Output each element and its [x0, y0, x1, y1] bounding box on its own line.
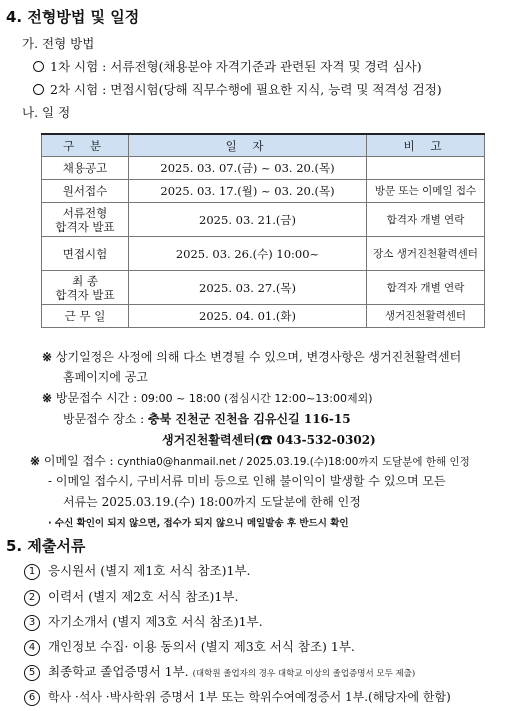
doc-item	[24, 587, 238, 606]
note-schedule-line1: 상기일정은 사정에 의해 다소 변경될 수 있으며, 변경사항은 생거진천활력센터	[55, 350, 462, 364]
row-remarks: 합격자 개별 연락	[367, 271, 485, 305]
table-row	[42, 180, 485, 203]
row-remarks: 합격자 개별 연락	[367, 203, 485, 237]
visit-place-center: 생거진천활력센터(☎ 043-532-0302)	[162, 433, 376, 447]
row-date: 2025. 03. 27.(목)	[129, 271, 367, 305]
doc-item-text: 개인정보 수집· 이용 동의서 (별지 제3호 서식 참조) 1부.	[48, 639, 355, 654]
row-date: 2025. 03. 17.(월) ~ 03. 20.(목)	[129, 180, 367, 203]
row-category: 면접시험	[42, 237, 129, 271]
doc-item-text: 응시원서 (별지 제1호 서식 참조)1부.	[48, 563, 251, 578]
number-circle-icon: 4	[24, 640, 40, 656]
note-schedule-change	[42, 348, 461, 365]
note-visit-time	[42, 389, 373, 406]
row-category-line2: 합격자 발표	[55, 287, 115, 302]
table-row	[42, 203, 485, 237]
number-circle-icon: 1	[24, 564, 40, 580]
doc-item-note: (대학원 졸업자의 경우 대학교 이상의 졸업증명서 모두 제출)	[192, 669, 416, 679]
hollow-circle-icon	[33, 61, 44, 72]
number-circle-icon: 3	[24, 615, 40, 631]
section5-title: 5. 제출서류	[6, 537, 86, 555]
table-row	[42, 305, 485, 328]
row-remarks: 방문 또는 이메일 접수	[367, 180, 485, 203]
note-email	[30, 452, 470, 469]
email-label: 이메일 접수 :	[43, 454, 118, 468]
note-visit-place	[63, 410, 351, 427]
row-category: 원서접수	[42, 180, 129, 203]
row-category-line1: 서류전형	[62, 205, 108, 220]
visit-time-label: 방문접수 시간 :	[55, 391, 141, 405]
doc-item	[24, 637, 355, 656]
doc-item	[24, 662, 415, 681]
row-category	[42, 203, 129, 237]
doc-item	[24, 688, 451, 706]
row-category-line1: 최 종	[72, 273, 98, 288]
round2-text: 2차 시험 : 면접시험(당해 직무수행에 필요한 지식, 능력 및 적격성 검정)	[50, 82, 442, 97]
table-header-row	[42, 134, 485, 157]
table-row	[42, 237, 485, 271]
doc-item-text: 자기소개서 (별지 제3호 서식 참조)1부.	[48, 614, 263, 629]
visit-place-address: 충북 진천군 진천읍 김유신길 116-15	[148, 412, 351, 426]
schedule-heading: 나. 일 정	[22, 105, 71, 120]
email-confirm-bullet: · 수신 확인이 되지 않으면, 접수가 되지 않으니 메일발송 후 반드시 확인	[48, 518, 349, 529]
table-row	[42, 157, 485, 180]
row-date: 2025. 03. 26.(수) 10:00~	[129, 237, 367, 271]
email-note-line1: - 이메일 접수시, 구비서류 미비 등으로 인해 불이익이 발생할 수 있으며 모든	[48, 474, 446, 488]
visit-place-label: 방문접수 장소 :	[63, 412, 149, 426]
doc-item	[24, 561, 251, 580]
header-date: 일 자	[129, 134, 367, 157]
row-remarks: 장소 생거진천활력센터	[367, 237, 485, 271]
visit-time-value: 09:00 ~ 18:00 (점심시간 12:00~13:00제외)	[140, 392, 373, 405]
doc-item-text: 최종학교 졸업증명서 1부.	[48, 664, 189, 679]
row-category: 근 무 일	[42, 305, 129, 328]
row-remarks	[367, 157, 485, 180]
note-schedule-line2: 홈페이지에 공고	[63, 370, 148, 384]
row-date: 2025. 03. 07.(금) ~ 03. 20.(목)	[129, 157, 367, 180]
number-circle-icon: 2	[24, 590, 40, 606]
email-note-line2: 서류는 2025.03.19.(수) 18:00까지 도달분에 한해 인정	[63, 495, 361, 509]
row-remarks: 생거진천활력센터	[367, 305, 485, 328]
header-category: 구 분	[42, 134, 129, 157]
section4-title: 4. 전형방법 및 일정	[6, 8, 140, 26]
schedule-table	[41, 133, 485, 328]
round1-line	[33, 57, 422, 75]
row-category: 채용공고	[42, 157, 129, 180]
table-row	[42, 271, 485, 305]
note-mark: ※	[42, 391, 53, 405]
doc-item-text: 이력서 (별지 제2호 서식 참조)1부.	[48, 589, 239, 604]
number-circle-icon: 6	[24, 690, 40, 706]
hollow-circle-icon	[33, 84, 44, 95]
row-category-line2: 합격자 발표	[55, 219, 115, 234]
number-circle-icon: 5	[24, 665, 40, 681]
method-heading: 가. 전형 방법	[22, 36, 95, 51]
email-address-link[interactable]: cynthia0@hanmail.net / 2025.03.19.(수)18:00까지 도달분에 한해 인정	[117, 456, 470, 468]
note-mark: ※	[30, 454, 41, 468]
row-category	[42, 271, 129, 305]
row-date: 2025. 04. 01.(화)	[129, 305, 367, 328]
doc-item-text: 학사 ·석사 ·박사학위 증명서 1부 또는 학위수여예정증서 1부.(해당자에 한함)	[48, 690, 451, 704]
note-mark: ※	[42, 350, 53, 364]
round2-line	[33, 80, 442, 98]
row-date: 2025. 03. 21.(금)	[129, 203, 367, 237]
header-remarks: 비 고	[367, 134, 485, 157]
doc-item	[24, 612, 263, 631]
round1-text: 1차 시험 : 서류전형(채용분야 자격기준과 관련된 자격 및 경력 심사)	[50, 59, 422, 74]
